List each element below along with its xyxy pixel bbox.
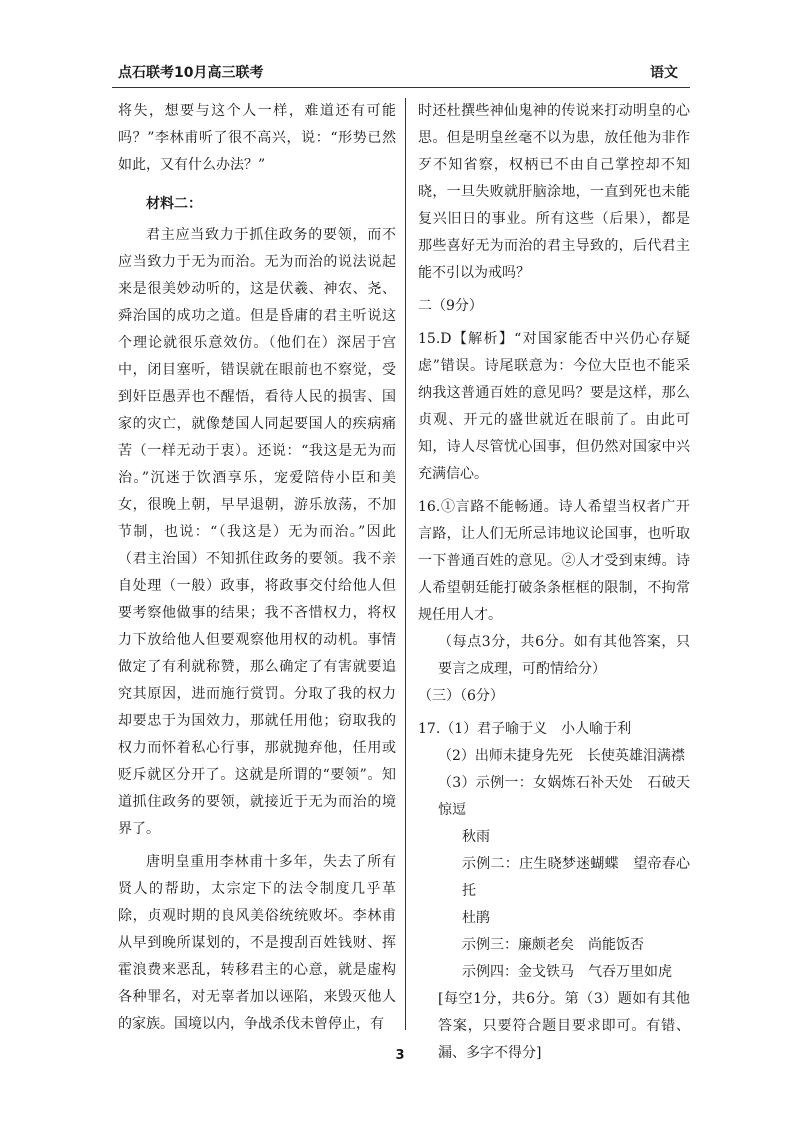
material-two-heading: 材料二：	[146, 196, 202, 212]
answer-17-2: （2）出师未捷身先死 长使英雄泪满襟	[438, 748, 685, 764]
left-paragraph-2: 君主应当致力于抓住政务的要领，而不应当致力于无为而治。无为而治的说法说起来是很美妙动听的，这是伏羲、神农、尧、舜治国的成功之道。但是昏庸的君主听说这个理论就很乐意效仿。（他们在）深居于宫中，闭目塞听，错误就在眼前也不察觉，受到奸臣愚弄也不醒悟，看待人民的损害、国家的灾亡，就像楚国人同起要国人的疾病痛苦（一样无动于衷）。还说：“我这是无为而治。”沉迷于饮酒享乐，宠爱陪侍小臣和美女，很晚上朝，早早退朝，游乐放荡，不加节制，也说：“（我这是）无为而治。”因此（君主治国）不知抓住政务的要领。我不亲自处理（一般）政事，将政事交付给他人但要考察他做事的结果；我不吝惜权力，将权力下放给他人但要观察他用权的动机。事情做定了有利就称赞，那么确定了有害就要追究其原因，进而施行赏罚。分取了我的权力却要忠于为国效力，那就任用他；窃取我的权力而怀着私心行事，那就抛弃他，任用或贬斥就区分开了。这就是所谓的“要领”。知道抓住政务的要领，就接近于无为而治的境界了。	[118, 227, 396, 837]
header-subject: 语文	[650, 65, 678, 81]
answer-17-3-example-4: 示例四：金戈铁马 气吞万里如虎	[462, 964, 672, 980]
answer-17-3-example-1: （3）示例一：女娲炼石补天处 石破天惊逗	[438, 775, 690, 818]
left-paragraph-3: 唐明皇重用李林甫十多年，失去了所有贤人的帮助，太宗定下的法令制度几乎革除，贞观时期的良风美俗统统败坏。李林甫从早到晚所谋划的，不是搜刮百姓钱财、挥霍浪费来恶乱，转移君主的心意，就是虚构各种罪名，对无辜者加以诬陷，来毁灭他人的家族。国境以内，争战杀伐未曾停止，有	[118, 854, 396, 1032]
column-divider	[405, 98, 406, 1030]
left-paragraph-1: 将失，想要与这个人一样，难道还有可能吗？”李林甫听了很不高兴，说：“形势已然如此，又有什么办法？”	[118, 103, 396, 173]
right-paragraph-1: 时还杜撰些神仙鬼神的传说来打动明皇的心思。但是明皇丝毫不以为患，放任他为非作歹不知省察，权柄已不由自己掌控却不知晓，一旦失败就肝脑涂地，一直到死也未能复兴旧日的事业。所有这些（后果），都是那些喜好无为而治的君主导致的，后代君主能不引以为戒吗？	[418, 103, 690, 281]
answer-15: 15.D【解析】“对国家能否中兴仍心存疑虑”错误。诗尾联意为：今位大臣也不能采纳我这普通百姓的意见吗？要是这样，那么贞观、开元的盛世就近在眼前了。由此可知，诗人尽管忧心国事，但仍然对国家中兴充满信心。	[418, 331, 690, 482]
answer-16: 16.①言路不能畅通。诗人希望当权者广开言路，让人们无所忌讳地议论国事，也听取一下普通百姓的意见。②人才受到束缚。诗人希望朝廷能打破条条框框的限制，不拘常规任用人才。	[418, 499, 690, 623]
answer-17-3-example-1-cont: 秋雨	[462, 829, 490, 845]
answer-17-3-example-3: 示例三：廉颇老矣 尚能饭否	[462, 937, 644, 953]
right-column	[418, 98, 690, 1067]
answer-17-1: 17.（1）君子喻于义 小人喻于利	[418, 721, 632, 737]
left-column	[118, 98, 396, 1038]
answer-17-3-example-2: 示例二：庄生晓梦迷蝴蝶 望帝春心托	[462, 856, 690, 899]
answer-16-score-note: （每点3分，共6分。如有其他答案，只要言之成理，可酌情给分）	[438, 634, 690, 677]
page-number: 3	[395, 1048, 405, 1063]
section-three-label: （三）（6分）	[418, 688, 504, 704]
section-two-label: 二（9分）	[418, 298, 483, 314]
answer-17-3-example-2-cont: 杜鹃	[462, 910, 490, 926]
answer-17-score-note: [每空1分，共6分。第（3）题如有其他答案，只要符合题目要求即可。有错、漏、多字不得分]	[438, 991, 690, 1061]
header-rule	[112, 87, 690, 88]
header-exam-title: 点石联考10月高三联考	[118, 65, 264, 81]
